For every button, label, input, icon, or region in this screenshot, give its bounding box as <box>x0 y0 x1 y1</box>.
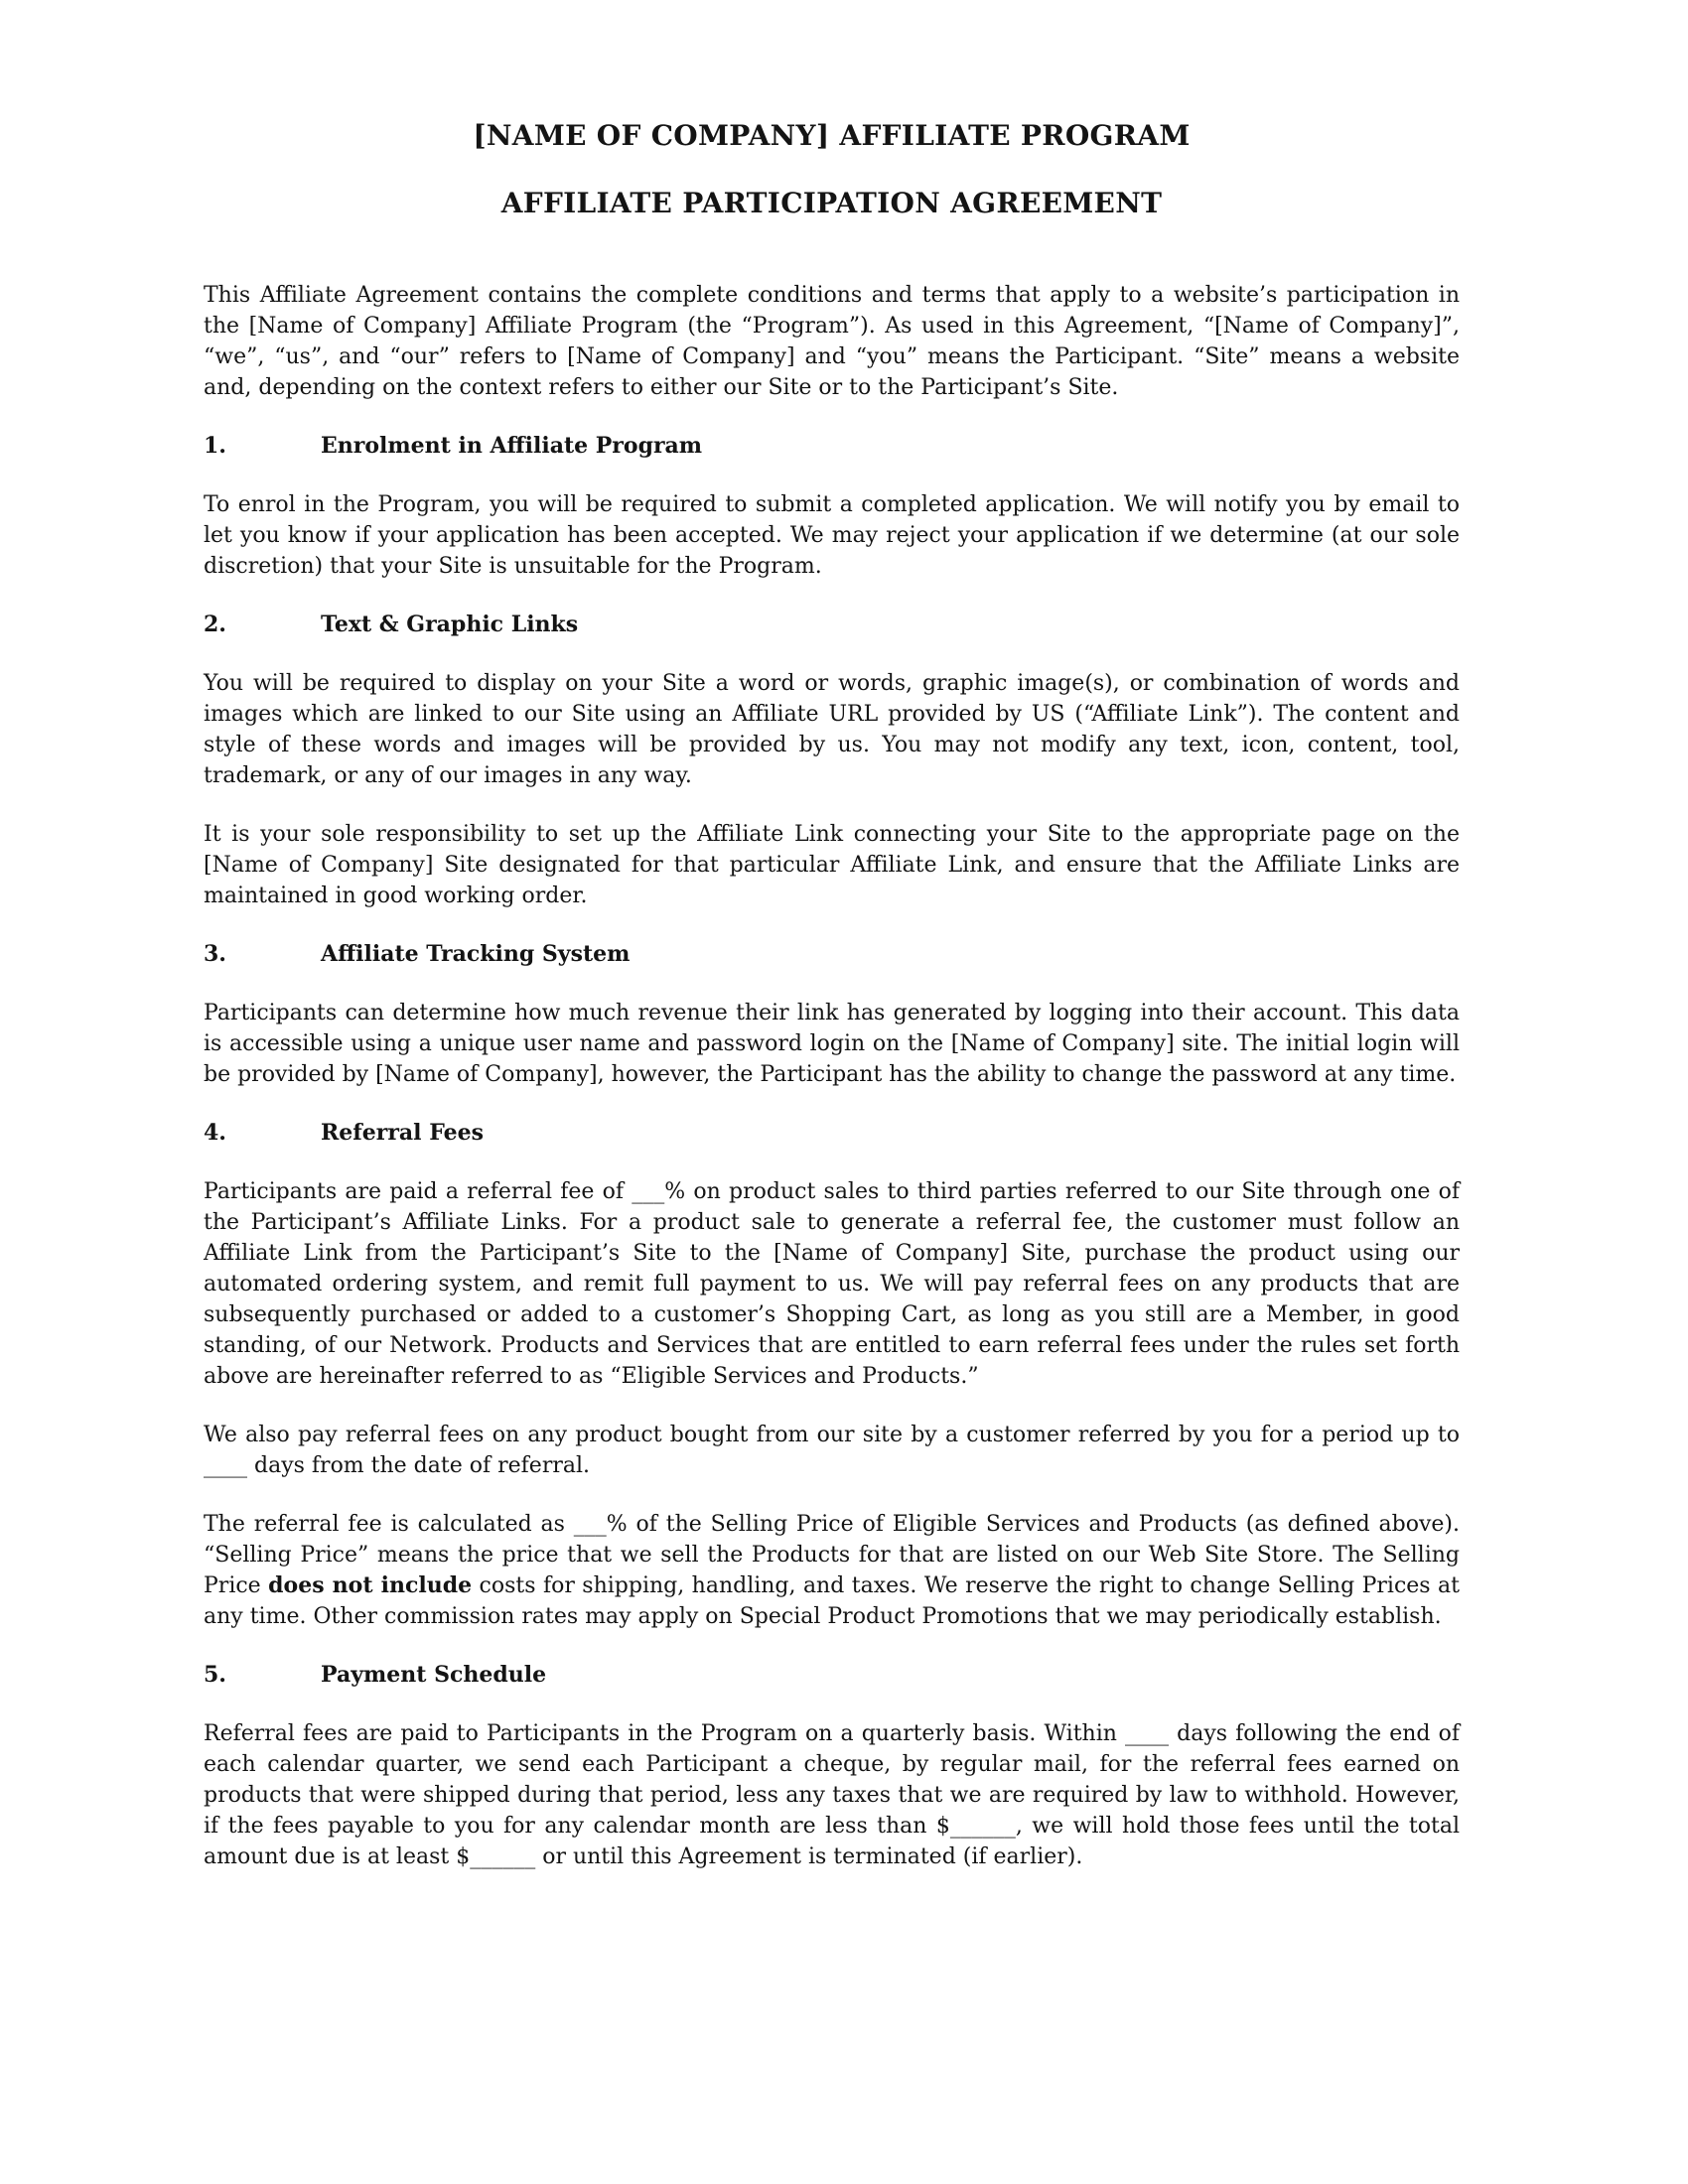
section-5-heading: Payment Schedule <box>321 1662 547 1688</box>
document-subtitle: AFFILIATE PARTICIPATION AGREEMENT <box>500 187 1163 219</box>
fee-calc-text-bold: does not include <box>268 1572 473 1598</box>
section-1-paragraph-1: To enrol in the Program, you will be required to submit a completed application. We will notify you by email to let you know if your application has been accepted. We may reject your application if we determine (at our sole discretion) that your Site is unsuitable for the Program. <box>204 492 1460 579</box>
document-title-block <box>204 119 1460 220</box>
section-5-heading-row <box>204 1660 1460 1691</box>
document-title: [NAME OF COMPANY] AFFILIATE PROGRAM <box>473 119 1191 152</box>
section-1-heading: Enrolment in Affiliate Program <box>321 433 703 459</box>
section-1-heading-row <box>204 431 1460 462</box>
section-3-heading-row <box>204 939 1460 970</box>
section-2-heading: Text & Graphic Links <box>321 612 579 637</box>
section-5-paragraph-1: Referral fees are paid to Participants in the Program on a quarterly basis. Within ____ days following the end of each calendar quarter, we send each Participant a cheque, by regular mail, for the referral fees earned on products that were shipped during that period, less any taxes that we are required by law to withhold. However, if the fees payable to you for any calendar month are less than $______, we will hold those fees until the total amount due is at least $______ or until this Agreement is terminated (if earlier). <box>204 1721 1460 1869</box>
section-5-number: 5. <box>204 1662 226 1688</box>
section-3-heading: Affiliate Tracking System <box>321 941 631 967</box>
section-1-number: 1. <box>204 433 226 459</box>
section-4-paragraph-2: We also pay referral fees on any product bought from our site by a customer referred by you for a period up to ____ days from the date of referral. <box>204 1423 1460 1478</box>
section-3-number: 3. <box>204 941 226 967</box>
intro-paragraph: This Affiliate Agreement contains the complete conditions and terms that apply to a website’s participation in the [Name of Company] Affiliate Program (the “Program”). As used in this Agreement, “[Name of Company]”, “we”, “us”, and “our” refers to [Name of Company] and “you” means the Participant. “Site” means a website and, depending on the context refers to either our Site or to the Participant’s Site. <box>204 283 1460 400</box>
section-4-number: 4. <box>204 1120 226 1146</box>
section-3-paragraph-1: Participants can determine how much revenue their link has generated by logging into their account. This data is accessible using a unique user name and password login on the [Name of Company] site. The initial login will be provided by [Name of Company], however, the Participant has the ability to change the password at any time. <box>204 1001 1460 1087</box>
fee-calc-text-post: costs for shipping, handling, and taxes. We reserve the right to change Selling Prices at any time. Other commission rates may apply on Special Product Promotions that we may periodically establish. <box>204 1573 1460 1629</box>
section-4-heading-row <box>204 1118 1460 1149</box>
section-4-heading: Referral Fees <box>321 1120 484 1146</box>
section-2-number: 2. <box>204 612 226 637</box>
section-2-paragraph-2: It is your sole responsibility to set up the Affiliate Link connecting your Site to the appropriate page on the [Name of Company] Site designated for that particular Affiliate Link, and ensure that the Affiliate Links are maintained in good working order. <box>204 822 1460 908</box>
section-4-paragraph-1: Participants are paid a referral fee of ___% on product sales to third parties referred to our Site through one of the Participant’s Affiliate Links. For a product sale to generate a referral fee, the customer must follow an Affiliate Link from the Participant’s Site to the [Name of Company] Site, purchase the product using our automated ordering system, and remit full payment to us. We will pay referral fees on any products that are subsequently purchased or added to a customer’s Shopping Cart, as long as you still are a Member, in good standing, of our Network. Products and Services that are entitled to earn referral fees under the rules set forth above are hereinafter referred to as “Eligible Services and Products.” <box>204 1179 1460 1389</box>
fee-calc-text-pre: The referral fee is calculated as ___% of the Selling Price of Eligible Services and Products (as defined above). “Selling Price” means the price that we sell the Products for that are listed on our Web Site Store. The Selling Price <box>204 1512 1460 1598</box>
section-4-paragraph-3 <box>204 1509 1460 1632</box>
section-2-paragraph-1: You will be required to display on your Site a word or words, graphic image(s), or combination of words and images which are linked to our Site using an Affiliate URL provided by US (“Affiliate Link”). The content and style of these words and images will be provided by us. You may not modify any text, icon, content, tool, trademark, or any of our images in any way. <box>204 671 1460 788</box>
section-2-heading-row <box>204 610 1460 640</box>
